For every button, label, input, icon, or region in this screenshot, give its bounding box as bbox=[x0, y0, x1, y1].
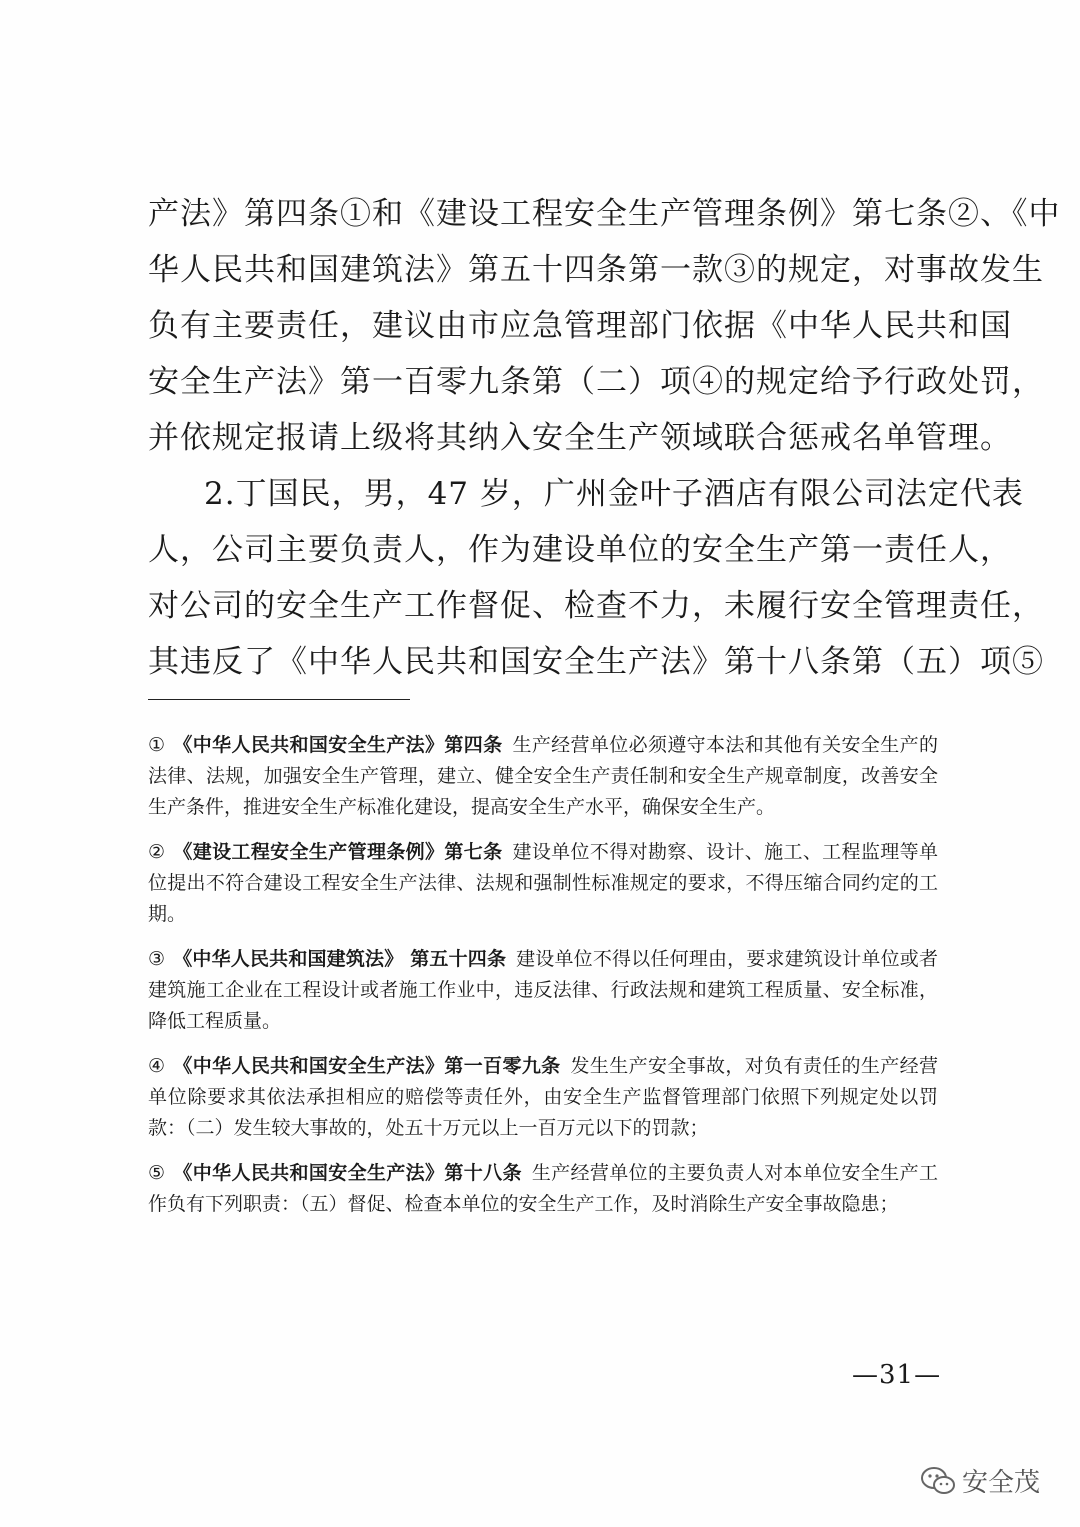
body-line: 并依规定报请上级将其纳入安全生产领域联合惩戒名单管理。 bbox=[148, 420, 1012, 456]
footnote-heading: 《建设工程安全生产管理条例》第七条 bbox=[173, 841, 503, 863]
footnote-mark: ② bbox=[148, 841, 166, 863]
body-line: 安全生产法》第一百零九条第（二）项④的规定给予行政处罚， bbox=[148, 364, 1044, 400]
watermark bbox=[920, 1462, 1040, 1499]
footnote-text: 生产经营单位的主要负责人对本单位安全生产工作负有下列职责：（五）督促、检查本单位的安全生产工作，及时消除生产安全事故隐患； bbox=[148, 1162, 938, 1215]
footnote-divider bbox=[148, 699, 410, 700]
body-line: 负有主要责任，建议由市应急管理部门依据《中华人民共和国 bbox=[148, 308, 1012, 344]
body-line: 人，公司主要负责人，作为建设单位的安全生产第一责任人， bbox=[148, 532, 1012, 568]
footnote-mark: ① bbox=[148, 734, 166, 756]
footnote-heading: 《中华人民共和国建筑法》 第五十四条 bbox=[173, 948, 507, 970]
footnote-mark: ④ bbox=[148, 1055, 166, 1077]
body-line: 其违反了《中华人民共和国安全生产法》第十八条第（五）项⑤ bbox=[148, 644, 1044, 680]
footnote-5 bbox=[148, 1158, 938, 1220]
footnote-heading: 《中华人民共和国安全生产法》第一百零九条 bbox=[173, 1055, 561, 1077]
footnote-text: 生产经营单位必须遵守本法和其他有关安全生产的法律、法规，加强安全生产管理，建立、健全安全生产责任制和安全生产规章制度，改善安全生产条件，推进安全生产标准化建设，提高安全生产水平，确保安全生产。 bbox=[148, 734, 938, 818]
body-line: 2.丁国民，男，47 岁，广州金叶子酒店有限公司法定代表 bbox=[204, 476, 1024, 512]
footnote-1 bbox=[148, 730, 938, 823]
page-number: —31— bbox=[852, 1360, 942, 1390]
footnote-2 bbox=[148, 837, 938, 930]
footnote-3 bbox=[148, 944, 938, 1037]
body-line: 华人民共和国建筑法》第五十四条第一款③的规定，对事故发生 bbox=[148, 252, 1044, 288]
body-line: 产法》第四条①和《建设工程安全生产管理条例》第七条②、《中 bbox=[148, 196, 1061, 232]
footnote-heading: 《中华人民共和国安全生产法》第十八条 bbox=[173, 1162, 522, 1184]
wechat-icon bbox=[920, 1466, 956, 1496]
footnotes bbox=[148, 730, 938, 1234]
body-text bbox=[148, 186, 1061, 690]
footnote-text: 建设单位不得以任何理由，要求建筑设计单位或者建筑施工企业在工程设计或者施工作业中，违反法律、行政法规和建筑工程质量、安全标准，降低工程质量。 bbox=[148, 948, 938, 1032]
footnote-text: 发生生产安全事故，对负有责任的生产经营单位除要求其依法承担相应的赔偿等责任外，由安全生产监督管理部门依照下列规定处以罚款：（二）发生较大事故的，处五十万元以上一百万元以下的罚款； bbox=[148, 1055, 938, 1139]
footnote-mark: ⑤ bbox=[148, 1162, 166, 1184]
footnote-heading: 《中华人民共和国安全生产法》第四条 bbox=[173, 734, 503, 756]
footnote-text: 建设单位不得对勘察、设计、施工、工程监理等单位提出不符合建设工程安全生产法律、法规和强制性标准规定的要求，不得压缩合同约定的工期。 bbox=[148, 841, 938, 925]
watermark-text: 安全茂 bbox=[962, 1468, 1041, 1498]
body-line: 对公司的安全生产工作督促、检查不力，未履行安全管理责任， bbox=[148, 588, 1044, 624]
footnote-mark: ③ bbox=[148, 948, 166, 970]
footnote-4 bbox=[148, 1051, 938, 1144]
